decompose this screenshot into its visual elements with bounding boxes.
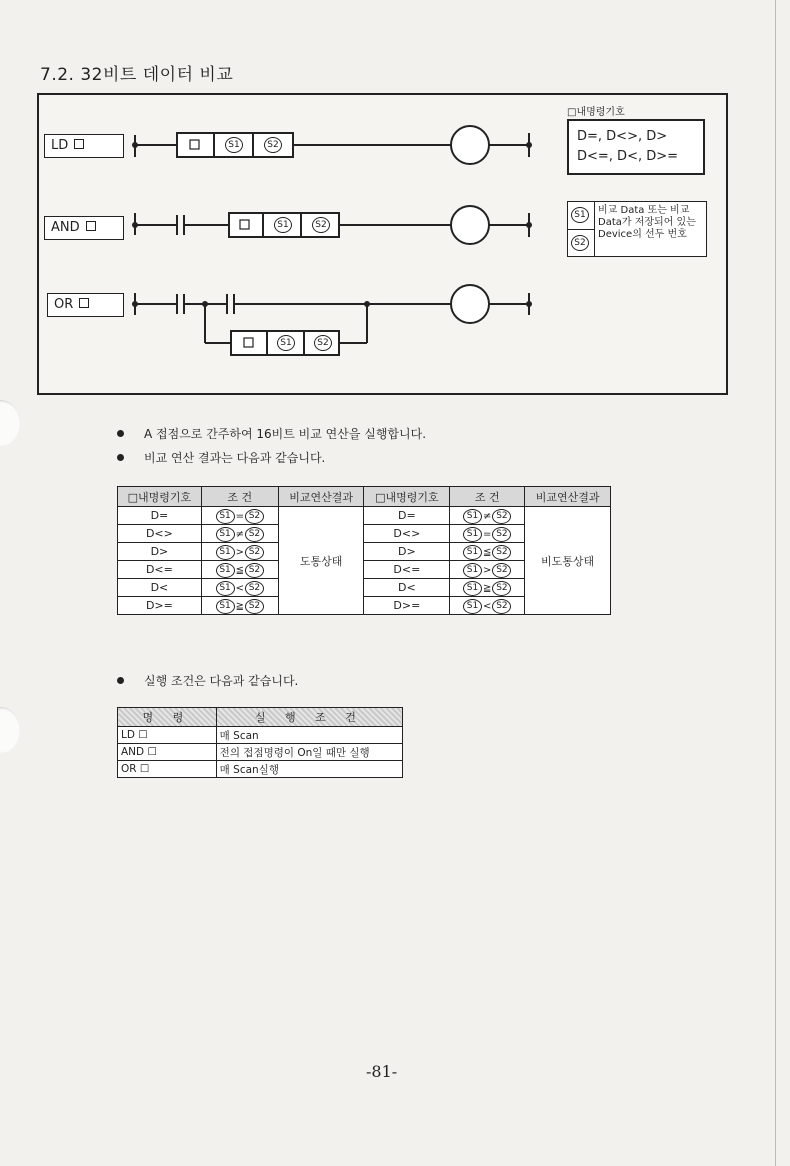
bullet-item: A 접점으로 간주하여 16비트 비교 연산을 실행합니다.	[117, 425, 426, 442]
s2-icon: S2	[571, 235, 589, 251]
compare-table	[117, 486, 611, 615]
legend-operands	[567, 201, 707, 257]
s2-operand: S2	[264, 137, 282, 153]
exec-table	[117, 707, 403, 778]
legend-description: 비교 Data 또는 비교 Data가 저장되어 있는 Device의 선두 번호	[598, 205, 696, 240]
cond-cell: S1 ≠ S2	[201, 525, 278, 543]
cmd-cell: D<	[364, 579, 450, 597]
cmd-cell: D<=	[364, 561, 450, 579]
operator-square	[240, 220, 249, 229]
cond-cell: S1 < S2	[201, 579, 278, 597]
table-row	[118, 744, 403, 761]
legend-heading: □내명령기호	[567, 107, 625, 118]
output-coil	[451, 206, 489, 244]
output-coil	[451, 126, 489, 164]
cond-cell: S1 ≧ S2	[450, 579, 525, 597]
cond-cell: S1 > S2	[450, 561, 525, 579]
s1-symbol: S1	[216, 563, 235, 578]
s1-operand: S1	[225, 137, 243, 153]
cmd-cell: D<	[118, 579, 202, 597]
operator-square	[190, 140, 199, 149]
cond-cell: 매 Scan	[216, 727, 402, 744]
bullet-item: 실행 조건은 다음과 같습니다.	[117, 672, 298, 689]
cmd-cell: LD ☐	[118, 727, 217, 744]
s2-operand: S2	[314, 335, 332, 351]
s1-symbol: S1	[216, 509, 235, 524]
page-edge	[775, 0, 776, 1166]
cmd-cell: D>=	[364, 597, 450, 615]
s1-symbol: S1	[463, 563, 482, 578]
s2-symbol: S2	[492, 599, 511, 614]
cmd-cell: AND ☐	[118, 744, 217, 761]
cond-cell: S1 = S2	[450, 525, 525, 543]
or-label: OR	[47, 293, 124, 317]
table-row	[118, 761, 403, 778]
header-cmd: 명 령	[118, 708, 217, 727]
binder-hole	[0, 707, 20, 753]
ladder-diagram	[37, 93, 728, 395]
cmd-cell: D=	[364, 507, 450, 525]
bullet-item: 비교 연산 결과는 다음과 같습니다.	[117, 449, 325, 466]
result-cell: 도통상태	[278, 507, 364, 615]
cmd-cell: D>	[118, 543, 202, 561]
header-cond: 조 건	[450, 487, 525, 507]
cond-cell: S1 > S2	[201, 543, 278, 561]
binder-hole	[0, 400, 20, 446]
s2-symbol: S2	[245, 545, 264, 560]
page-number: -81-	[366, 1062, 398, 1081]
s2-symbol: S2	[492, 545, 511, 560]
table-row	[118, 507, 611, 525]
s2-symbol: S2	[245, 581, 264, 596]
s1-symbol: S1	[463, 509, 482, 524]
legend-line-2: D<=, D<, D>=	[577, 149, 679, 164]
s2-symbol: S2	[492, 563, 511, 578]
cmd-cell: D>	[364, 543, 450, 561]
cond-cell: S1 ≧ S2	[201, 597, 278, 615]
operator-square	[244, 338, 253, 347]
cond-cell: S1 < S2	[450, 597, 525, 615]
ld-label: LD	[44, 134, 124, 158]
s2-symbol: S2	[245, 527, 264, 542]
s2-symbol: S2	[492, 581, 511, 596]
s2-symbol: S2	[245, 509, 264, 524]
s2-symbol: S2	[245, 563, 264, 578]
table-row	[118, 727, 403, 744]
s2-operand: S2	[312, 217, 330, 233]
s2-symbol: S2	[492, 527, 511, 542]
cond-cell: S1 ≠ S2	[450, 507, 525, 525]
s2-symbol: S2	[245, 599, 264, 614]
header-cmd: □내명령기호	[364, 487, 450, 507]
s1-symbol: S1	[463, 545, 482, 560]
output-coil	[451, 285, 489, 323]
result-cell: 비도통상태	[525, 507, 611, 615]
cmd-cell: D<>	[118, 525, 202, 543]
s2-symbol: S2	[492, 509, 511, 524]
s1-operand: S1	[274, 217, 292, 233]
legend-line-1: D=, D<>, D>	[577, 129, 668, 144]
cond-cell: S1 ≦ S2	[450, 543, 525, 561]
s1-symbol: S1	[463, 581, 482, 596]
s1-symbol: S1	[216, 599, 235, 614]
header-cond: 조 건	[201, 487, 278, 507]
cmd-cell: D>=	[118, 597, 202, 615]
section-title: 7.2. 32비트 데이터 비교	[40, 65, 234, 85]
header-result: 비교연산결과	[525, 487, 611, 507]
cond-cell: 매 Scan실행	[216, 761, 402, 778]
cond-cell: 전의 접점명령이 On일 때만 실행	[216, 744, 402, 761]
s1-symbol: S1	[216, 581, 235, 596]
s1-icon: S1	[571, 207, 589, 223]
cmd-cell: OR ☐	[118, 761, 217, 778]
header-cond: 실 행 조 건	[216, 708, 402, 727]
s1-symbol: S1	[463, 599, 482, 614]
s1-operand: S1	[277, 335, 295, 351]
header-cmd: □내명령기호	[118, 487, 202, 507]
cmd-cell: D<=	[118, 561, 202, 579]
legend-commands	[567, 119, 705, 175]
and-label: AND	[44, 216, 124, 240]
cmd-cell: D=	[118, 507, 202, 525]
cond-cell: S1 = S2	[201, 507, 278, 525]
s1-symbol: S1	[463, 527, 482, 542]
cmd-cell: D<>	[364, 525, 450, 543]
s1-symbol: S1	[216, 527, 235, 542]
header-result: 비교연산결과	[278, 487, 364, 507]
s1-symbol: S1	[216, 545, 235, 560]
cond-cell: S1 ≦ S2	[201, 561, 278, 579]
